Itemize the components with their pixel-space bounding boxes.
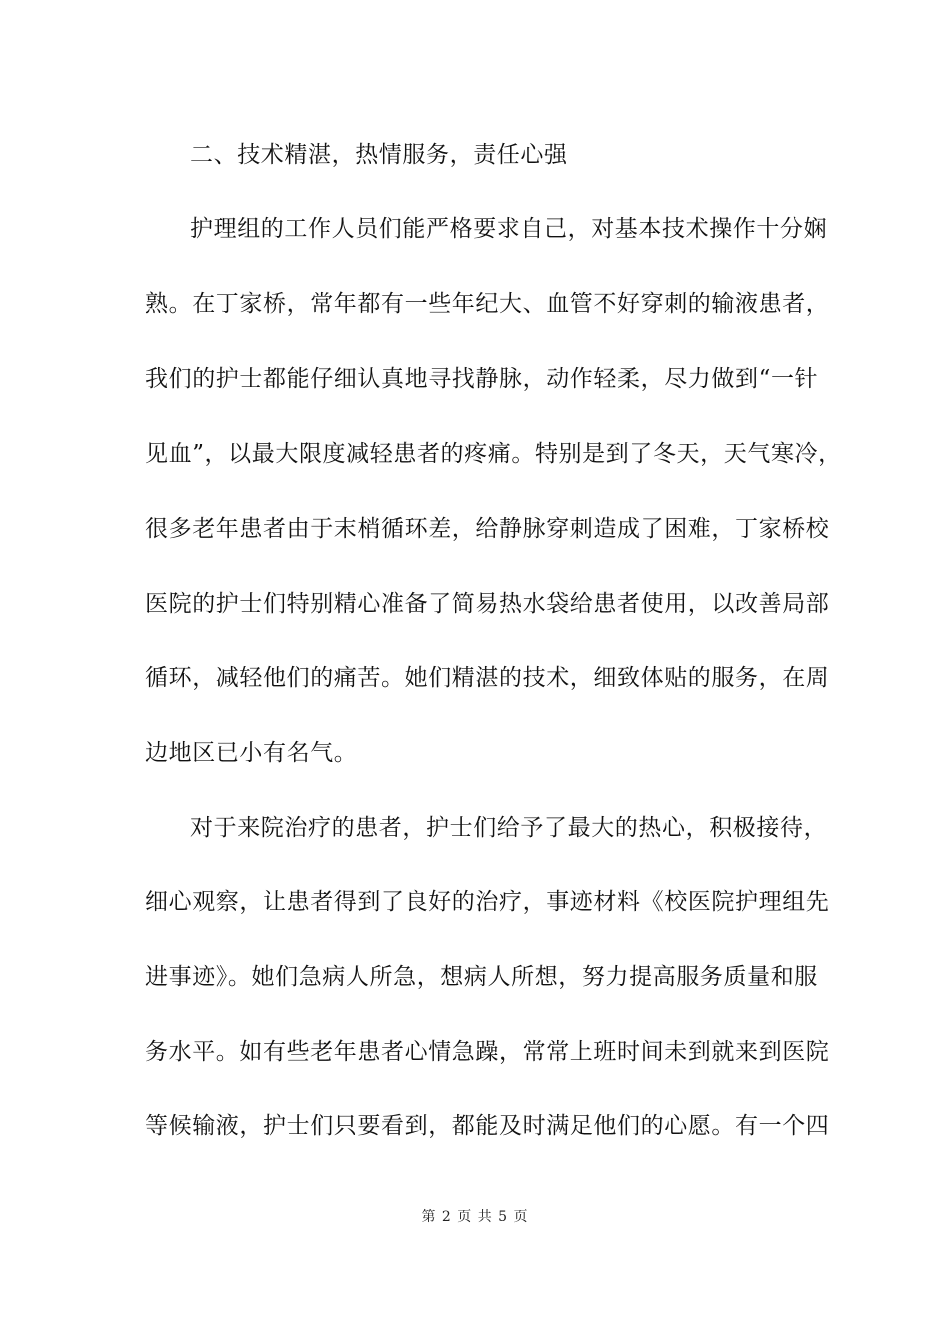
paragraph-1-line-3: 我们的护士都能仔细认真地寻找静脉，动作轻柔，尽力做到“一针 <box>145 366 819 392</box>
paragraph-1-line-8: 边地区已小有名气。 <box>145 740 358 766</box>
paragraph-2-line-5: 等候输液，护士们只要看到，都能及时满足他们的心愿。有一个四 <box>145 1113 830 1139</box>
paragraph-2-line-4: 务水平。如有些老年患者心情急躁，常常上班时间未到就来到医院 <box>145 1039 830 1065</box>
paragraph-1-line-4: 见血”，以最大限度减轻患者的疼痛。特别是到了冬天，天气寒冷， <box>145 441 842 467</box>
section-heading: 二、技术精湛，热情服务，责任心强 <box>190 142 568 168</box>
paragraph-1-line-1: 护理组的工作人员们能严格要求自己，对基本技术操作十分娴 <box>190 216 828 242</box>
paragraph-1-line-2: 熟。在丁家桥，常年都有一些年纪大、血管不好穿刺的输液患者， <box>145 291 830 317</box>
paragraph-1-line-6: 医院的护士们特别精心准备了简易热水袋给患者使用，以改善局部 <box>145 591 830 617</box>
paragraph-2-line-3: 进事迹》。她们急病人所急，想病人所想，努力提高服务质量和服 <box>145 964 818 990</box>
page-number-footer: 第 2 页 共 5 页 <box>421 1209 529 1225</box>
paragraph-2-line-2: 细心观察，让患者得到了良好的治疗，事迹材料《校医院护理组先 <box>145 889 830 915</box>
paragraph-2-line-1: 对于来院治疗的患者，护士们给予了最大的热心，积极接待， <box>190 815 828 841</box>
paragraph-1-line-7: 循环，减轻他们的痛苦。她们精湛的技术，细致体贴的服务，在周 <box>145 665 830 691</box>
paragraph-1-line-5: 很多老年患者由于末梢循环差，给静脉穿刺造成了困难，丁家桥校 <box>145 516 830 542</box>
